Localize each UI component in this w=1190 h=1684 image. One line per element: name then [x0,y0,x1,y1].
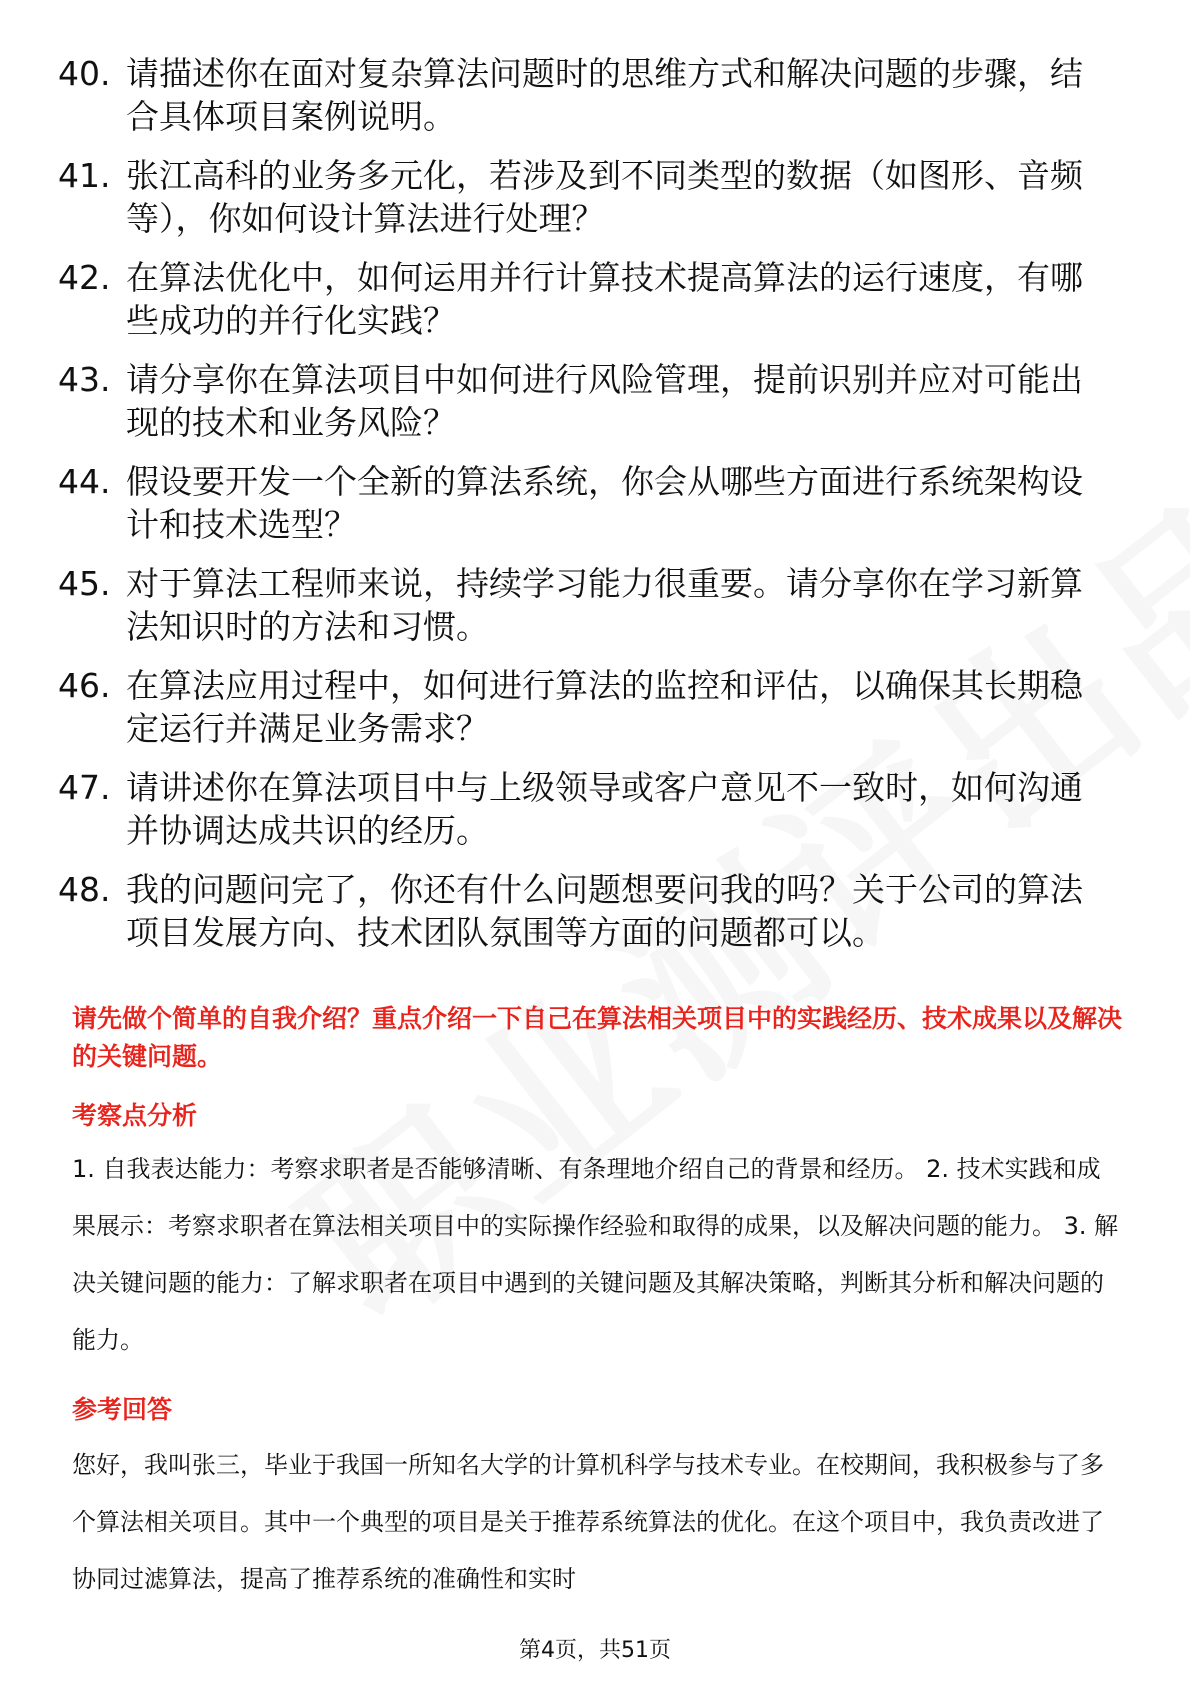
question-text: 假设要开发一个全新的算法系统，你会从哪些方面进行系统架构设计和技术选型？ [126,462,1083,544]
list-item [58,52,1118,138]
question-number: 42. [58,258,111,297]
question-number: 40. [58,54,111,93]
question-number: 46. [58,666,111,705]
question-list [58,52,1118,970]
question-number: 48. [58,870,111,909]
question-number: 47. [58,768,111,807]
featured-question: 请先做个简单的自我介绍？重点介绍一下自己在算法相关项目中的实践经历、技术成果以及解决的关键问题。 [72,1004,1123,1071]
answer-heading: 参考回答 [72,1395,173,1424]
question-number: 43. [58,360,111,399]
list-item [58,358,1118,444]
list-item [58,562,1118,648]
list-item [58,766,1118,852]
analysis-text: 1. 自我表达能力：考察求职者是否能够清晰、有条理地介绍自己的背景和经历。 2. 技术实践和成果展示：考察求职者在算法相关项目中的实际操作经验和取得的成果，以及解决问题的能力。 3. 解决关键问题的能力：了解求职者在项目中遇到的关键问题及其解决策略，判断其分析和解决问题的能力。 [72,1155,1119,1354]
question-number: 44. [58,462,111,501]
list-item [58,868,1118,954]
list-item [58,154,1118,240]
list-item [58,664,1118,750]
page-number: 第4页，共51页 [519,1638,671,1663]
question-number: 41. [58,156,111,195]
question-text: 在算法优化中，如何运用并行计算技术提高算法的运行速度，有哪些成功的并行化实践？ [126,258,1083,340]
question-text: 在算法应用过程中，如何进行算法的监控和评估，以确保其长期稳定运行并满足业务需求？ [126,666,1083,748]
question-text: 请分享你在算法项目中如何进行风险管理，提前识别并应对可能出现的技术和业务风险？ [126,360,1083,442]
question-text: 对于算法工程师来说，持续学习能力很重要。请分享你在学习新算法知识时的方法和习惯。 [126,564,1083,646]
analysis-heading: 考察点分析 [72,1101,198,1130]
question-text: 请讲述你在算法项目中与上级领导或客户意见不一致时，如何沟通并协调达成共识的经历。 [126,768,1083,850]
question-text: 我的问题问完了，你还有什么问题想要问我的吗？关于公司的算法项目发展方向、技术团队氛围等方面的问题都可以。 [126,870,1083,952]
answer-text: 您好，我叫张三，毕业于我国一所知名大学的计算机科学与技术专业。在校期间，我积极参与了多个算法相关项目。其中一个典型的项目是关于推荐系统算法的优化。在这个项目中，我负责改进了协同过滤算法，提高了推荐系统的准确性和实时 [72,1451,1104,1593]
list-item [58,256,1118,342]
question-text: 张江高科的业务多元化，若涉及到不同类型的数据（如图形、音频等），你如何设计算法进行处理？ [126,156,1083,238]
list-item [58,460,1118,546]
question-number: 45. [58,564,111,603]
question-text: 请描述你在面对复杂算法问题时的思维方式和解决问题的步骤，结合具体项目案例说明。 [126,54,1083,136]
